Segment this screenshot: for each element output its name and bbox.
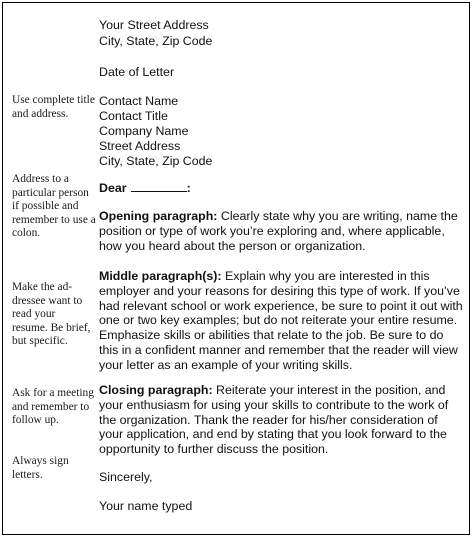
salutation xyxy=(99,181,191,195)
note-closing: Ask for a meeting and remember to follow up. xyxy=(12,387,94,426)
salutation-blank xyxy=(131,181,187,192)
recipient-street: Street Address xyxy=(99,139,181,153)
sender-city-line: City, State, Zip Code xyxy=(99,34,213,48)
date-line: Date of Letter xyxy=(99,65,175,79)
note-middle: Make the ad- dressee want to read your resume. Be brief, but specific. xyxy=(12,281,91,347)
middle-paragraph xyxy=(99,269,465,372)
salutation-suffix: : xyxy=(186,181,191,195)
signature-name: Your name typed xyxy=(99,499,193,513)
recipient-company-name: Company Name xyxy=(99,124,189,138)
opening-text: Clearly state why you are writing, name the position or type of work you’re exploring and, where applicable, how you heard about the person or organization. xyxy=(99,209,458,253)
note-address: Use complete title and address. xyxy=(12,94,95,120)
salutation-prefix: Dear xyxy=(99,181,127,195)
sign-off: Sincerely, xyxy=(99,470,153,484)
recipient-contact-name: Contact Name xyxy=(99,94,179,108)
closing-paragraph xyxy=(99,383,465,457)
note-sign: Always sign letters. xyxy=(12,455,69,481)
opening-label: Opening paragraph: xyxy=(99,209,218,223)
middle-text: Explain why you are interested in this employer and your reasons for desiring this type of work. If you’ve had relevant school or work experience, be sure to point it out with one or two key examples; but do not reiterate your entire resume. Emphasize skills or abilities that relate to the job. Be sure to do this in a confident manner and remember that the reader will view your letter as an example of your writing skills. xyxy=(99,269,463,372)
middle-label: Middle paragraph(s): xyxy=(99,269,222,283)
opening-paragraph xyxy=(99,209,465,253)
recipient-city-line: City, State, Zip Code xyxy=(99,154,213,168)
note-salutation: Address to a particular person if possible and remember to use a colon. xyxy=(12,173,96,239)
letter-template-frame xyxy=(2,2,470,535)
sender-street: Your Street Address xyxy=(99,18,209,32)
closing-label: Closing paragraph: xyxy=(99,383,213,397)
recipient-contact-title: Contact Title xyxy=(99,109,168,123)
closing-text: Reiterate your interest in the position, and your enthusiasm for using your skills to contribute to the work of the organization. Thank the reader for his/her consideration of your application, and end by stating that you look forward to the opportunity to further discuss the position. xyxy=(99,383,449,456)
